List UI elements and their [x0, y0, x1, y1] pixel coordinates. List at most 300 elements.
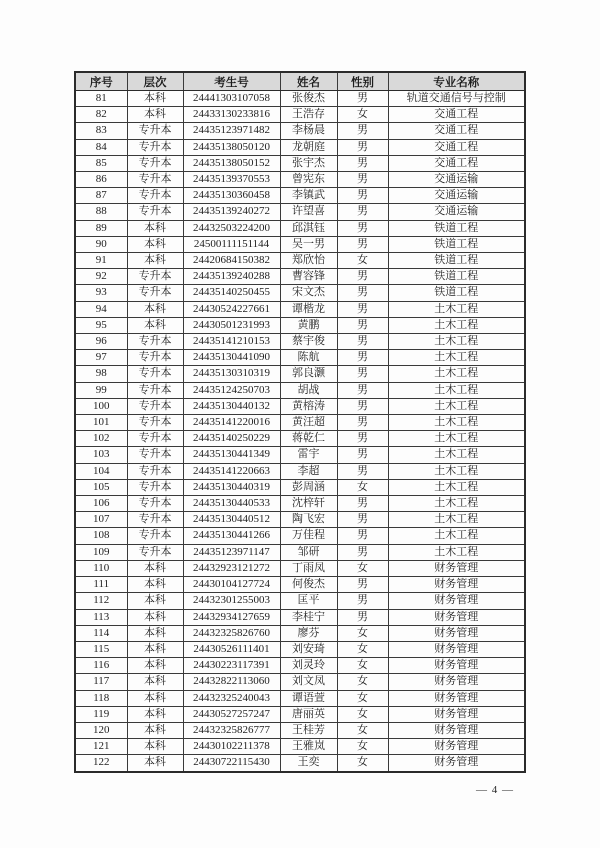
cell-serial: 88 [75, 204, 127, 220]
cell-name: 宋文杰 [280, 285, 337, 301]
cell-gender: 男 [337, 496, 388, 512]
cell-major: 交通运输 [388, 172, 525, 188]
cell-serial: 81 [75, 91, 127, 107]
cell-gender: 男 [337, 139, 388, 155]
cell-serial: 90 [75, 236, 127, 252]
cell-gender: 男 [337, 366, 388, 382]
cell-gender: 男 [337, 301, 388, 317]
cell-candidate-number: 24500111151144 [183, 236, 280, 252]
cell-major: 财务管理 [388, 739, 525, 755]
cell-candidate-number: 24435139240288 [183, 269, 280, 285]
cell-serial: 117 [75, 674, 127, 690]
cell-level: 本科 [127, 674, 183, 690]
cell-level: 专升本 [127, 382, 183, 398]
cell-name: 蒋乾仁 [280, 431, 337, 447]
cell-gender: 男 [337, 334, 388, 350]
cell-candidate-number: 24430524227661 [183, 301, 280, 317]
column-header-candidate-number: 考生号 [183, 72, 280, 91]
cell-gender: 女 [337, 755, 388, 772]
cell-name: 郭良灏 [280, 366, 337, 382]
cell-serial: 93 [75, 285, 127, 301]
cell-serial: 82 [75, 107, 127, 123]
cell-major: 财务管理 [388, 722, 525, 738]
cell-name: 曾宪东 [280, 172, 337, 188]
cell-candidate-number: 24435123971147 [183, 544, 280, 560]
cell-candidate-number: 24435140250229 [183, 431, 280, 447]
cell-major: 土木工程 [388, 447, 525, 463]
cell-major: 交通工程 [388, 107, 525, 123]
cell-serial: 104 [75, 463, 127, 479]
cell-name: 王桂芳 [280, 722, 337, 738]
cell-serial: 115 [75, 641, 127, 657]
cell-serial: 105 [75, 479, 127, 495]
cell-candidate-number: 24435130440512 [183, 512, 280, 528]
cell-gender: 男 [337, 544, 388, 560]
column-header-major: 专业名称 [388, 72, 525, 91]
cell-serial: 121 [75, 739, 127, 755]
cell-gender: 男 [337, 123, 388, 139]
cell-candidate-number: 24432301255003 [183, 593, 280, 609]
cell-level: 本科 [127, 91, 183, 107]
cell-name: 王奕 [280, 755, 337, 772]
cell-level: 本科 [127, 658, 183, 674]
table-row [75, 447, 525, 463]
cell-major: 财务管理 [388, 690, 525, 706]
cell-candidate-number: 24430501231993 [183, 317, 280, 333]
cell-gender: 女 [337, 479, 388, 495]
cell-level: 专升本 [127, 204, 183, 220]
cell-gender: 男 [337, 431, 388, 447]
table-row [75, 301, 525, 317]
cell-candidate-number: 24430223117391 [183, 658, 280, 674]
cell-candidate-number: 24432325240043 [183, 690, 280, 706]
cell-name: 李桂宁 [280, 609, 337, 625]
cell-major: 交通运输 [388, 188, 525, 204]
table-row [75, 269, 525, 285]
table-row [75, 107, 525, 123]
cell-gender: 男 [337, 577, 388, 593]
cell-serial: 83 [75, 123, 127, 139]
cell-gender: 男 [337, 398, 388, 414]
cell-level: 专升本 [127, 415, 183, 431]
cell-gender: 男 [337, 528, 388, 544]
table-row [75, 674, 525, 690]
cell-name: 彭周涵 [280, 479, 337, 495]
cell-serial: 92 [75, 269, 127, 285]
cell-major: 铁道工程 [388, 285, 525, 301]
cell-candidate-number: 24435130440132 [183, 398, 280, 414]
cell-level: 本科 [127, 625, 183, 641]
table-row [75, 641, 525, 657]
cell-candidate-number: 24435130310319 [183, 366, 280, 382]
cell-major: 财务管理 [388, 755, 525, 772]
cell-name: 胡战 [280, 382, 337, 398]
cell-level: 本科 [127, 641, 183, 657]
cell-name: 龙朝庭 [280, 139, 337, 155]
cell-candidate-number: 24430526111401 [183, 641, 280, 657]
cell-gender: 男 [337, 447, 388, 463]
cell-name: 黄榕涛 [280, 398, 337, 414]
cell-name: 许望喜 [280, 204, 337, 220]
cell-gender: 男 [337, 285, 388, 301]
cell-level: 专升本 [127, 285, 183, 301]
table-row [75, 334, 525, 350]
table-row [75, 382, 525, 398]
cell-major: 土木工程 [388, 415, 525, 431]
cell-candidate-number: 24435130441349 [183, 447, 280, 463]
cell-level: 本科 [127, 107, 183, 123]
cell-serial: 111 [75, 577, 127, 593]
cell-name: 沈梓轩 [280, 496, 337, 512]
cell-level: 专升本 [127, 463, 183, 479]
cell-serial: 120 [75, 722, 127, 738]
cell-name: 唐丽英 [280, 706, 337, 722]
cell-candidate-number: 24430104127724 [183, 577, 280, 593]
table-row [75, 690, 525, 706]
cell-serial: 114 [75, 625, 127, 641]
cell-serial: 100 [75, 398, 127, 414]
cell-serial: 102 [75, 431, 127, 447]
cell-major: 土木工程 [388, 463, 525, 479]
cell-name: 黄汪超 [280, 415, 337, 431]
cell-candidate-number: 24435130440319 [183, 479, 280, 495]
cell-name: 谭楷龙 [280, 301, 337, 317]
cell-level: 专升本 [127, 269, 183, 285]
table-row [75, 139, 525, 155]
cell-gender: 女 [337, 706, 388, 722]
student-table-body [75, 91, 525, 772]
cell-candidate-number: 24432822113060 [183, 674, 280, 690]
table-row [75, 220, 525, 236]
cell-name: 郑欣怡 [280, 253, 337, 269]
cell-major: 财务管理 [388, 641, 525, 657]
table-row [75, 123, 525, 139]
table-row [75, 479, 525, 495]
table-row [75, 188, 525, 204]
cell-serial: 109 [75, 544, 127, 560]
cell-level: 专升本 [127, 512, 183, 528]
column-header-serial: 序号 [75, 72, 127, 91]
table-row [75, 560, 525, 576]
cell-name: 雷宇 [280, 447, 337, 463]
cell-level: 专升本 [127, 431, 183, 447]
cell-name: 廖芬 [280, 625, 337, 641]
cell-gender: 男 [337, 317, 388, 333]
cell-level: 专升本 [127, 350, 183, 366]
cell-level: 专升本 [127, 334, 183, 350]
cell-major: 财务管理 [388, 609, 525, 625]
cell-candidate-number: 24435141220663 [183, 463, 280, 479]
cell-level: 专升本 [127, 496, 183, 512]
cell-name: 王浩存 [280, 107, 337, 123]
cell-major: 交通工程 [388, 155, 525, 171]
cell-gender: 女 [337, 658, 388, 674]
table-row [75, 431, 525, 447]
cell-name: 何俊杰 [280, 577, 337, 593]
cell-name: 丁雨凤 [280, 560, 337, 576]
table-row [75, 285, 525, 301]
cell-gender: 男 [337, 593, 388, 609]
cell-major: 土木工程 [388, 479, 525, 495]
cell-serial: 85 [75, 155, 127, 171]
cell-candidate-number: 24435140250455 [183, 285, 280, 301]
table-row [75, 722, 525, 738]
cell-candidate-number: 24420684150382 [183, 253, 280, 269]
cell-serial: 98 [75, 366, 127, 382]
cell-major: 土木工程 [388, 350, 525, 366]
cell-gender: 男 [337, 204, 388, 220]
cell-name: 陈航 [280, 350, 337, 366]
cell-name: 曹容锋 [280, 269, 337, 285]
cell-gender: 男 [337, 91, 388, 107]
cell-serial: 116 [75, 658, 127, 674]
table-row [75, 658, 525, 674]
cell-level: 本科 [127, 739, 183, 755]
column-header-name: 姓名 [280, 72, 337, 91]
cell-major: 土木工程 [388, 528, 525, 544]
cell-major: 土木工程 [388, 431, 525, 447]
table-row [75, 577, 525, 593]
cell-name: 蔡宇俊 [280, 334, 337, 350]
cell-gender: 女 [337, 625, 388, 641]
cell-serial: 86 [75, 172, 127, 188]
cell-level: 本科 [127, 593, 183, 609]
cell-serial: 107 [75, 512, 127, 528]
table-header-row [75, 72, 525, 91]
cell-candidate-number: 24435130441090 [183, 350, 280, 366]
cell-serial: 110 [75, 560, 127, 576]
table-row [75, 706, 525, 722]
cell-serial: 99 [75, 382, 127, 398]
cell-candidate-number: 24432923121272 [183, 560, 280, 576]
cell-major: 财务管理 [388, 577, 525, 593]
cell-level: 专升本 [127, 139, 183, 155]
table-row [75, 155, 525, 171]
cell-candidate-number: 24441303107058 [183, 91, 280, 107]
cell-level: 本科 [127, 690, 183, 706]
cell-level: 本科 [127, 301, 183, 317]
cell-name: 邱淇钰 [280, 220, 337, 236]
cell-level: 本科 [127, 722, 183, 738]
table-row [75, 204, 525, 220]
table-row [75, 528, 525, 544]
cell-gender: 男 [337, 609, 388, 625]
cell-serial: 95 [75, 317, 127, 333]
cell-gender: 男 [337, 512, 388, 528]
cell-level: 专升本 [127, 188, 183, 204]
cell-candidate-number: 24433130233816 [183, 107, 280, 123]
table-row [75, 739, 525, 755]
cell-candidate-number: 24435130441266 [183, 528, 280, 544]
cell-name: 刘灵玲 [280, 658, 337, 674]
cell-gender: 男 [337, 415, 388, 431]
cell-major: 土木工程 [388, 512, 525, 528]
cell-serial: 108 [75, 528, 127, 544]
cell-level: 专升本 [127, 398, 183, 414]
cell-name: 刘安琦 [280, 641, 337, 657]
cell-gender: 男 [337, 220, 388, 236]
cell-level: 本科 [127, 755, 183, 772]
cell-major: 财务管理 [388, 674, 525, 690]
table-row [75, 512, 525, 528]
cell-major: 铁道工程 [388, 236, 525, 252]
cell-candidate-number: 24432325826777 [183, 722, 280, 738]
cell-candidate-number: 24435124250703 [183, 382, 280, 398]
cell-level: 专升本 [127, 544, 183, 560]
cell-serial: 122 [75, 755, 127, 772]
table-row [75, 317, 525, 333]
cell-gender: 女 [337, 641, 388, 657]
cell-name: 李杨晨 [280, 123, 337, 139]
cell-serial: 97 [75, 350, 127, 366]
table-row [75, 172, 525, 188]
table-row [75, 625, 525, 641]
cell-candidate-number: 24430102211378 [183, 739, 280, 755]
cell-level: 专升本 [127, 123, 183, 139]
cell-serial: 84 [75, 139, 127, 155]
cell-name: 陶飞宏 [280, 512, 337, 528]
table-row [75, 253, 525, 269]
cell-name: 黄鹏 [280, 317, 337, 333]
cell-major: 土木工程 [388, 398, 525, 414]
cell-serial: 87 [75, 188, 127, 204]
cell-gender: 女 [337, 739, 388, 755]
cell-level: 专升本 [127, 155, 183, 171]
cell-major: 财务管理 [388, 625, 525, 641]
cell-level: 本科 [127, 253, 183, 269]
table-row [75, 544, 525, 560]
cell-gender: 女 [337, 674, 388, 690]
cell-level: 本科 [127, 706, 183, 722]
column-header-gender: 性别 [337, 72, 388, 91]
cell-candidate-number: 24432934127659 [183, 609, 280, 625]
table-row [75, 398, 525, 414]
cell-major: 铁道工程 [388, 220, 525, 236]
cell-gender: 男 [337, 350, 388, 366]
cell-name: 吴一男 [280, 236, 337, 252]
cell-candidate-number: 24435130360458 [183, 188, 280, 204]
cell-candidate-number: 24432503224200 [183, 220, 280, 236]
cell-gender: 女 [337, 107, 388, 123]
cell-gender: 女 [337, 560, 388, 576]
cell-serial: 96 [75, 334, 127, 350]
cell-gender: 男 [337, 188, 388, 204]
cell-level: 专升本 [127, 447, 183, 463]
cell-serial: 103 [75, 447, 127, 463]
cell-gender: 女 [337, 253, 388, 269]
cell-name: 万佳程 [280, 528, 337, 544]
cell-candidate-number: 24430527257247 [183, 706, 280, 722]
cell-major: 铁道工程 [388, 253, 525, 269]
table-row [75, 496, 525, 512]
cell-level: 本科 [127, 577, 183, 593]
table-row [75, 366, 525, 382]
cell-serial: 113 [75, 609, 127, 625]
cell-major: 财务管理 [388, 658, 525, 674]
table-row [75, 609, 525, 625]
cell-major: 交通运输 [388, 204, 525, 220]
cell-gender: 男 [337, 236, 388, 252]
cell-major: 交通工程 [388, 139, 525, 155]
cell-serial: 112 [75, 593, 127, 609]
cell-serial: 118 [75, 690, 127, 706]
cell-major: 土木工程 [388, 366, 525, 382]
cell-major: 财务管理 [388, 706, 525, 722]
cell-level: 本科 [127, 220, 183, 236]
table-row [75, 236, 525, 252]
cell-gender: 男 [337, 172, 388, 188]
cell-candidate-number: 24430722115430 [183, 755, 280, 772]
page-number: — 4 — [476, 784, 514, 796]
cell-serial: 119 [75, 706, 127, 722]
cell-gender: 男 [337, 155, 388, 171]
cell-name: 邹研 [280, 544, 337, 560]
cell-level: 本科 [127, 317, 183, 333]
cell-candidate-number: 24432325826760 [183, 625, 280, 641]
table-row [75, 91, 525, 107]
cell-level: 本科 [127, 609, 183, 625]
cell-major: 铁道工程 [388, 269, 525, 285]
cell-major: 财务管理 [388, 593, 525, 609]
column-header-level: 层次 [127, 72, 183, 91]
cell-serial: 101 [75, 415, 127, 431]
table-row [75, 350, 525, 366]
table-row [75, 415, 525, 431]
cell-name: 张宇杰 [280, 155, 337, 171]
cell-serial: 106 [75, 496, 127, 512]
cell-gender: 女 [337, 722, 388, 738]
cell-gender: 男 [337, 269, 388, 285]
cell-level: 专升本 [127, 172, 183, 188]
cell-gender: 女 [337, 690, 388, 706]
student-roster-table [74, 71, 526, 773]
cell-major: 土木工程 [388, 382, 525, 398]
cell-serial: 94 [75, 301, 127, 317]
cell-name: 李超 [280, 463, 337, 479]
cell-major: 土木工程 [388, 496, 525, 512]
cell-level: 专升本 [127, 479, 183, 495]
cell-major: 土木工程 [388, 544, 525, 560]
cell-name: 李镇武 [280, 188, 337, 204]
cell-gender: 男 [337, 463, 388, 479]
cell-major: 交通工程 [388, 123, 525, 139]
table-row [75, 463, 525, 479]
cell-level: 专升本 [127, 366, 183, 382]
cell-level: 本科 [127, 236, 183, 252]
cell-level: 本科 [127, 560, 183, 576]
cell-name: 匡平 [280, 593, 337, 609]
cell-name: 刘文凤 [280, 674, 337, 690]
cell-name: 谭语萱 [280, 690, 337, 706]
cell-candidate-number: 24435141210153 [183, 334, 280, 350]
table-row [75, 593, 525, 609]
cell-candidate-number: 24435123971482 [183, 123, 280, 139]
cell-level: 专升本 [127, 528, 183, 544]
cell-candidate-number: 24435139370553 [183, 172, 280, 188]
cell-candidate-number: 24435138050120 [183, 139, 280, 155]
cell-candidate-number: 24435138050152 [183, 155, 280, 171]
cell-candidate-number: 24435139240272 [183, 204, 280, 220]
cell-major: 土木工程 [388, 334, 525, 350]
cell-major: 土木工程 [388, 317, 525, 333]
cell-gender: 男 [337, 382, 388, 398]
cell-candidate-number: 24435141220016 [183, 415, 280, 431]
cell-name: 王雅岚 [280, 739, 337, 755]
table-row [75, 755, 525, 772]
cell-name: 张俊杰 [280, 91, 337, 107]
cell-major: 财务管理 [388, 560, 525, 576]
cell-serial: 89 [75, 220, 127, 236]
